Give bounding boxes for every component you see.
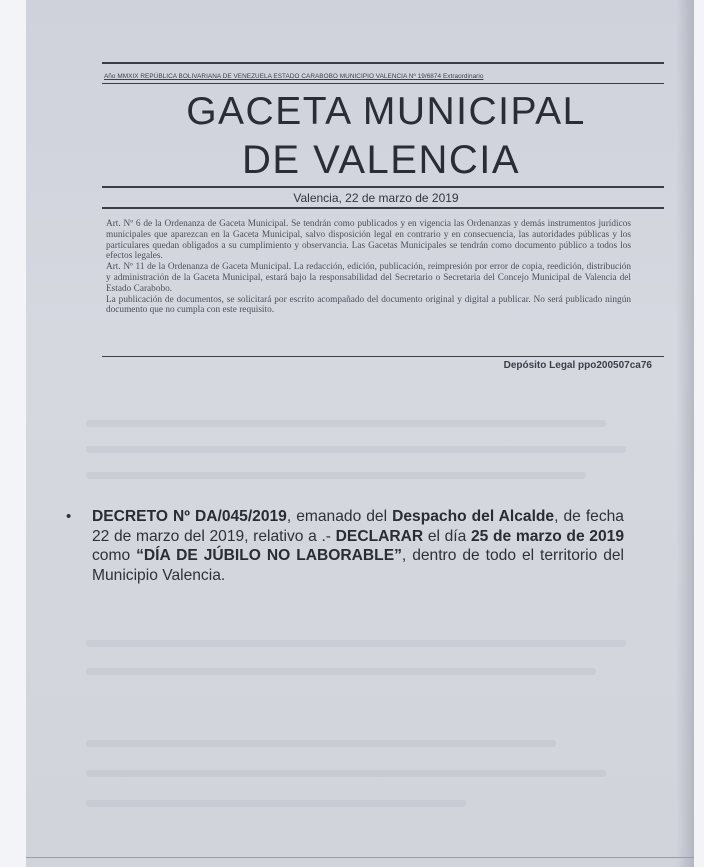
legal-paragraph-publication: La publicación de documentos, se solicitará por escrito acompañado del documento original y digital a publicar. No será publicado ningún documento que no cumpla con este requisito. xyxy=(106,294,631,316)
top-rule xyxy=(102,62,664,64)
bullet-icon: • xyxy=(66,508,72,525)
bleed-through-line xyxy=(86,420,606,427)
decree-designation: “DÍA DE JÚBILO NO LABORABLE” xyxy=(136,547,402,565)
decree-office: Despacho del Alcalde xyxy=(392,508,555,525)
publication-date: Valencia, 22 de marzo de 2019 xyxy=(293,191,459,205)
page-bottom-rule xyxy=(26,857,694,858)
bleed-through-line xyxy=(86,740,556,747)
bleed-through-line xyxy=(86,446,626,453)
title-bottom-rule xyxy=(102,186,664,188)
decree-text-part: , de fecha 22 de marzo del 2019, relativo a .- xyxy=(92,508,624,545)
decree-text-part: , emanado del xyxy=(286,508,393,525)
decree-number: DECRETO Nº DA/045/2019 xyxy=(92,508,287,525)
decree-text-part: , dentro de todo el territorio del Municipio Valencia. xyxy=(92,547,625,584)
bleed-through-line xyxy=(86,800,466,807)
legal-paragraph-art11: Art. Nº 11 de la Ordenanza de Gaceta Municipal. La redacción, edición, publicación, reimpresión por error de copia, reedición, distribución y administración de la Gaceta Municipal, estará bajo la responsabilidad del Secretario o Secretaria del Concejo Municipal de Valencia del Estado Carabobo. xyxy=(106,262,631,294)
decree-date: 25 de marzo de 2019 xyxy=(470,527,624,545)
bleed-through-line xyxy=(86,668,596,675)
bleed-through-line xyxy=(86,640,626,647)
decree-text xyxy=(92,507,624,585)
legal-notice xyxy=(106,219,631,316)
gazette-title-line2: DE VALENCIA xyxy=(241,138,521,182)
notice-bottom-rule xyxy=(102,356,664,357)
decree-action: DECLARAR xyxy=(335,527,424,545)
decree-text-part: el día xyxy=(423,527,471,545)
decree-entry xyxy=(66,507,624,585)
document-page xyxy=(26,0,694,867)
gazette-title-line1: GACETA MUNICIPAL xyxy=(186,90,586,133)
date-bottom-rule xyxy=(102,207,664,209)
header-thin-rule xyxy=(102,83,664,84)
bleed-through-line xyxy=(86,472,586,479)
bleed-through-line xyxy=(86,770,606,777)
legal-deposit: Depósito Legal ppo200507ca76 xyxy=(503,360,652,371)
page-shadow xyxy=(676,0,694,867)
header-top-line: Año MMXIX REPÚBLICA BOLIVARIANA DE VENEZUELA ESTADO CARABOBO MUNICIPIO VALENCIA Nº 19/6874 Extraordinario xyxy=(104,73,484,80)
decree-text-part: como xyxy=(92,547,137,565)
legal-paragraph-art6: Art. Nº 6 de la Ordenanza de Gaceta Municipal. Se tendrán como publicados y en vigencia las Ordenanzas y demás instrumentos jurídicos municipales que aparezcan en la Gaceta Municipal, salvo disposición legal en contrario y en consecuencia, las autoridades públicas y los particulares quedan obligados a su cumplimiento y observancia. Las Gacetas Municipales se tendrán como documento público a todos los efectos legales. xyxy=(106,219,631,262)
